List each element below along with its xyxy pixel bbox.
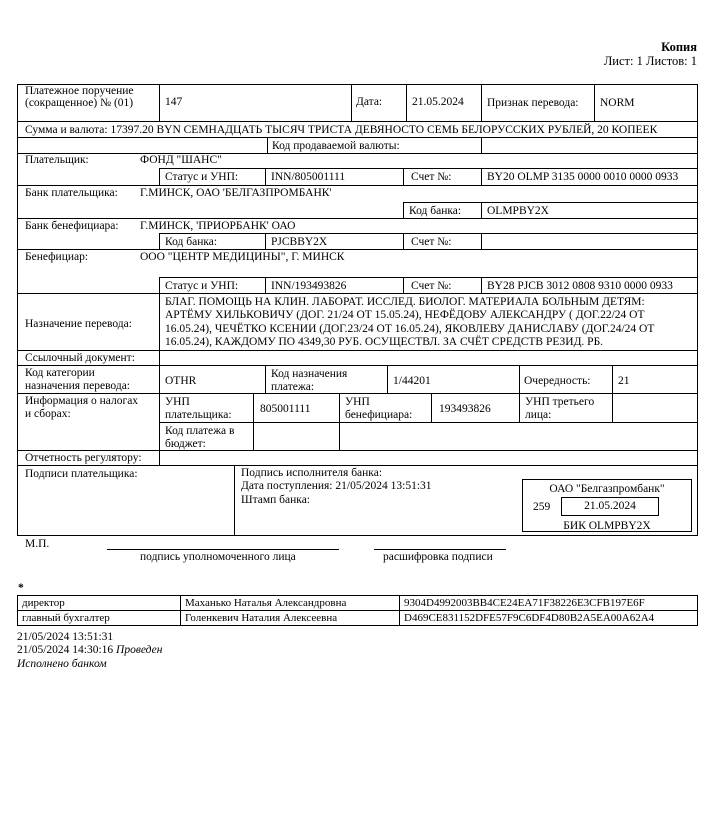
col-divider [481, 168, 482, 185]
col-divider [159, 84, 160, 121]
order-title-label: Платежное поручение (сокращенное) № (01) [25, 85, 134, 109]
stamp-label: Штамп банка: [241, 494, 310, 506]
col-divider [387, 365, 388, 393]
bank-executor-label: Подпись исполнителя банка: [241, 467, 383, 479]
benef-status-label: Статус и УНП: [165, 280, 239, 292]
col-divider [519, 393, 520, 422]
status-time-1: 21/05/2024 13:51:31 [17, 631, 114, 643]
taxes-label-2: и сборах: [25, 408, 71, 420]
benef-bank-code: PJCBBY2X [271, 236, 328, 248]
benef-bank-account-label: Счет №: [411, 236, 452, 248]
status-processed: Проведен [116, 644, 163, 656]
benef-unp: 193493826 [439, 403, 491, 415]
order-date: 21.05.2024 [412, 96, 464, 108]
row-divider [17, 218, 698, 219]
third-unp-label-2: лица: [525, 409, 552, 421]
benef-unp-label-2: бенефициара: [345, 409, 413, 421]
col-divider [519, 365, 520, 393]
signer-hash: 9304D4992003BB4CE24EA71F38226E3CFB197E6F [400, 596, 698, 611]
payer-label: Плательщик: [25, 154, 89, 166]
purpose-line: АРТЁМУ ХИЛЬКОВИЧУ (ДОГ. 21/24 ОТ 15.05.24), НЕФЁДОВУ АЛЕКСАНДРУ ( ДОГ.22/24 ОТ [165, 309, 645, 321]
col-divider [403, 233, 404, 249]
payer-status: INN/805001111 [271, 171, 346, 183]
payment-purpose-label-1: Код назначения [271, 368, 348, 380]
col-divider [265, 233, 266, 249]
signer-name: Маханько Наталья Александровна [181, 596, 400, 611]
signer-role: директор [18, 596, 181, 611]
taxes-label-1: Информация о налогах [25, 395, 139, 407]
purpose-line: 16.05.24), КАЖДОМУ ПО 4349,30 РУБ. ОСУЩЕСТВЛ. ЗА СЧЁТ СРЕДСТВ РЕЗИД. РБ. [165, 336, 604, 348]
row-divider [17, 293, 698, 294]
col-divider [265, 277, 266, 293]
col-divider [159, 365, 160, 393]
row-divider [17, 393, 698, 394]
stamp-bank-name: ОАО "Белгазпромбанк" [549, 483, 665, 495]
auth-sign-line [107, 549, 339, 550]
budget-code-label-1: Код платежа в [165, 425, 235, 437]
purpose-line: 16.05.24), ЧЕЧЁТКО КСЕНИИ (ДОГ.23/24 ОТ 16.05.24), ЯКОВЛЕВУ ДАНИСЛАВУ (ДОГ.24/24 ОТ [165, 323, 655, 335]
transfer-sign-label: Признак перевода: [487, 97, 579, 109]
status-final: Исполнено банком [17, 658, 107, 670]
row-divider [17, 465, 698, 466]
decode-sign-caption: расшифровка подписи [383, 551, 493, 563]
status-time-2-row [17, 644, 162, 656]
col-divider [481, 84, 482, 121]
benef-bank-name: Г.МИНСК, 'ПРИОРБАНК' ОАО [140, 220, 296, 232]
row-divider [17, 350, 698, 351]
col-divider [159, 393, 160, 450]
order-number: 147 [165, 96, 183, 108]
col-divider [159, 293, 160, 350]
col-divider [159, 350, 160, 365]
row-divider [159, 277, 698, 278]
payer-unp-label-1: УНП [165, 396, 190, 408]
col-divider [612, 393, 613, 422]
col-divider [403, 202, 404, 218]
category-value: OTHR [165, 375, 197, 387]
col-divider [267, 137, 268, 153]
priority-value: 21 [618, 375, 630, 387]
date-label: Дата: [356, 96, 383, 108]
payer-name: ФОНД "ШАНС" [140, 154, 222, 166]
row-divider [17, 450, 698, 451]
row-divider [17, 185, 698, 186]
priority-label: Очередность: [524, 375, 591, 387]
col-divider [406, 84, 407, 121]
col-divider [403, 277, 404, 293]
payer-unp-label-2: плательщика: [165, 409, 232, 421]
asterisk-mark: * [18, 582, 24, 594]
payer-account-label: Счет №: [411, 171, 452, 183]
signer-name: Голенкевич Наталия Алексеевна [181, 611, 400, 626]
col-divider [159, 233, 160, 249]
col-divider [351, 84, 352, 121]
row-divider [403, 202, 698, 203]
purpose-label: Назначение перевода: [25, 318, 132, 330]
decode-sign-line [374, 549, 506, 550]
category-label-1: Код категории [25, 367, 95, 379]
row-divider [159, 422, 698, 423]
transfer-sign: NORM [600, 97, 635, 109]
table-row [18, 596, 698, 611]
row-divider [17, 365, 698, 366]
category-label-2: назначения перевода: [25, 380, 130, 392]
signer-role: главный бухгалтер [18, 611, 181, 626]
amount-line: Сумма и валюта: 17397.20 BYN СЕМНАДЦАТЬ ТЫСЯЧ ТРИСТА ДЕВЯНОСТО СЕМЬ БЕЛОРУССКИХ РУБЛЕЙ, 20 КОПЕЕК [25, 124, 658, 136]
payer-status-label: Статус и УНП: [165, 171, 239, 183]
signers-table [17, 595, 698, 626]
row-divider [159, 168, 698, 169]
beneficiary-name: ООО "ЦЕНТР МЕДИЦИНЫ", Г. МИНСК [140, 251, 345, 263]
col-divider [481, 137, 482, 153]
sheet-info: Лист: 1 Листов: 1 [603, 54, 697, 68]
payer-signatures-label: Подписи плательщика: [25, 468, 138, 480]
stamp-date: 21.05.2024 [561, 497, 659, 516]
col-divider [265, 365, 266, 393]
copy-label: Копия [661, 40, 697, 54]
payer-bank-code: OLMPBY2X [487, 205, 549, 217]
beneficiary-label: Бенефициар: [25, 251, 89, 263]
col-divider [481, 277, 482, 293]
stamp-bik: БИК OLMPBY2X [563, 520, 651, 532]
col-divider [594, 84, 595, 121]
row-divider [159, 233, 698, 234]
seal-mark: М.П. [25, 538, 50, 550]
table-row [18, 611, 698, 626]
payer-unp: 805001111 [260, 403, 311, 415]
benef-unp-label-1: УНП [345, 396, 370, 408]
payment-purpose-label-2: платежа: [271, 381, 315, 393]
col-divider [159, 450, 160, 465]
row-divider [17, 249, 698, 250]
payer-bank-name: Г.МИНСК, ОАО 'БЕЛГАЗПРОМБАНК' [140, 187, 332, 199]
col-divider [431, 393, 432, 422]
reference-doc-label: Ссылочный документ: [25, 352, 135, 364]
col-divider [339, 393, 340, 450]
budget-code-label-2: бюджет: [165, 438, 206, 450]
benef-bank-code-label: Код банка: [165, 236, 218, 248]
col-divider [265, 168, 266, 185]
col-divider [403, 168, 404, 185]
row-divider [267, 153, 698, 154]
col-divider [159, 168, 160, 185]
col-divider [481, 202, 482, 218]
col-divider [612, 365, 613, 393]
col-divider [159, 277, 160, 293]
col-divider [253, 393, 254, 450]
benef-bank-label: Банк бенефициара: [25, 220, 119, 232]
col-divider [234, 465, 235, 536]
benef-account-label: Счет №: [411, 280, 452, 292]
payer-bank-label: Банк плательщика: [25, 187, 118, 199]
benef-account: BY28 PJCB 3012 0808 9310 0000 0933 [487, 280, 673, 292]
purpose-line: БЛАГ. ПОМОЩЬ НА КЛИН. ЛАБОРАТ. ИССЛЕД. БИОЛОГ. МАТЕРИАЛА БОЛЬНЫМ ДЕТЯМ: [165, 296, 645, 308]
row-divider [17, 121, 698, 122]
payment-purpose-code: 1/44201 [393, 375, 431, 387]
sold-currency-label: Код продаваемой валюты: [272, 140, 400, 152]
col-divider [481, 233, 482, 249]
payer-bank-code-label: Код банка: [409, 205, 462, 217]
signer-hash: D469CE831152DFE57F9C6DF4D80B2A5EA00A62A4 [400, 611, 698, 626]
third-unp-label-1: УНП третьего [525, 396, 595, 408]
regulator-label: Отчетность регулятору: [25, 452, 142, 464]
received-datetime: Дата поступления: 21/05/2024 13:51:31 [241, 480, 432, 492]
benef-status: INN/193493826 [271, 280, 347, 292]
status-time-2: 21/05/2024 14:30:16 [17, 644, 114, 656]
stamp-number: 259 [533, 501, 551, 513]
auth-sign-caption: подпись уполномоченного лица [140, 551, 296, 563]
row-divider [17, 137, 698, 138]
payer-account: BY20 OLMP 3135 0000 0010 0000 0933 [487, 171, 679, 183]
